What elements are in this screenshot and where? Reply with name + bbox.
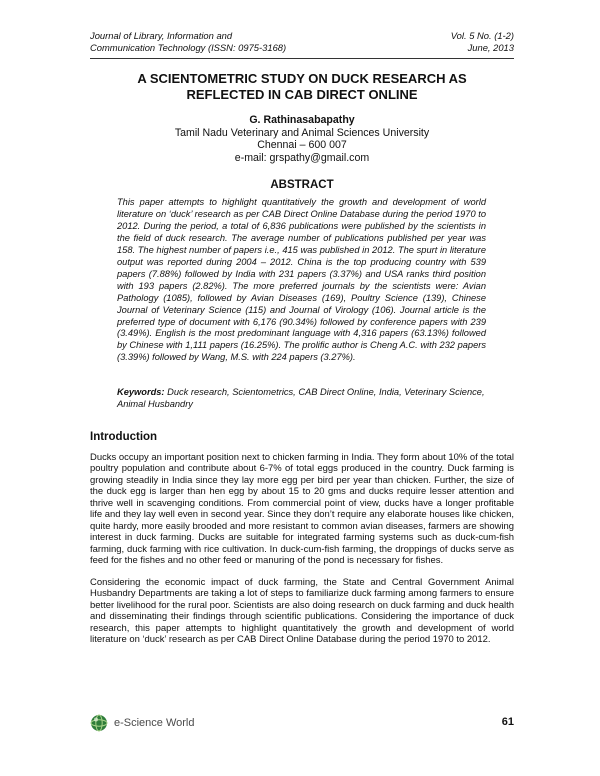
author-name: G. Rathinasabapathy — [249, 114, 355, 126]
abstract-text: This paper attempts to highlight quantitatively the growth and development of world literature on ‘duck’ research as per CAB Direct Online Database during the period 1970 to 2012. During the period, a total of 6,836 publications were published by the scientists in the field of duck research. The average number of publications published per year was 158. The highest number of papers i.e., 415 was published in 2012. The spurt in literature output was reported during 2004 – 2012. China is the top producing country with 539 papers (7.88%) followed by India with 231 papers (3.37%) and USA ranks third position with 193 papers (2.82%). The more preferred journals by the scientists were: Avian Pathology (1085), followed by Avian Diseases (169), Poultry Science (139), Chinese Journal of Veterinary Science (115) and Journal of Virology (106). Journal article is the preferred type of document with 6,176 (90.34%) followed by conference papers with 239 (3.49%). English is the most predominant language with 4,316 papers (63.13%) followed by Chinese with 1,111 papers (16.25%). The prolific author is Cheng A.C. with 232 papers (3.39%) followed by Wang, M.S. with 224 papers (3.27%). — [117, 197, 486, 363]
author-city: Chennai – 600 007 — [257, 139, 347, 151]
keywords-text: Duck research, Scientometrics, CAB Direct Online, India, Veterinary Science, Animal Husbandry — [117, 387, 485, 409]
author-block — [90, 114, 514, 164]
keywords — [117, 387, 486, 411]
issue-info — [451, 30, 514, 54]
header-divider — [90, 58, 514, 59]
keywords-label: Keywords: — [117, 387, 165, 397]
introduction-heading: Introduction — [90, 431, 158, 443]
paper-title-line2: REFLECTED IN CAB DIRECT ONLINE — [186, 87, 418, 102]
introduction-paragraph-2: Considering the economic impact of duck farming, the State and Central Government Animal Husbandry Departments are taking a lot of steps to familiarize duck farming among farmers to ensure better livelihood for the rural poor. Scientists are also doing research on duck farming and duck health and disseminating their findings through scientific publications. Considering the importance of duck research, this paper attempts to highlight quantitatively the growth and development of world literature on ‘duck’ research as per CAB Direct Online Database during the period 1970 to 2012. — [90, 577, 514, 646]
journal-name-line1: Journal of Library, Information and — [90, 30, 233, 41]
paper-title-line1: A SCIENTOMETRIC STUDY ON DUCK RESEARCH AS — [137, 71, 467, 86]
paper-title — [90, 71, 514, 103]
journal-name-line2: Communication Technology (ISSN: 0975-3168) — [90, 42, 287, 53]
volume-issue: Vol. 5 No. (1-2) — [450, 30, 514, 41]
author-email: e-mail: grspathy@gmail.com — [234, 151, 370, 164]
page-footer — [90, 711, 514, 735]
abstract-heading: ABSTRACT — [270, 179, 334, 191]
issue-date: June, 2013 — [467, 42, 514, 53]
globe-icon — [90, 714, 108, 732]
publisher-brand: e-Science World — [114, 717, 195, 729]
author-affiliation: Tamil Nadu Veterinary and Animal Sciences University — [174, 126, 430, 139]
introduction-paragraph-1: Ducks occupy an important position next to chicken farming in India. They form about 10% of the total poultry population and contribute about 6-7% of total eggs produced in the country. Duck farming is growing steadily in India since they lay more egg per bird per year than chicken. Further, the size of the duck egg is larger than hen egg by about 15 to 20 gms and ducks require lesser attention and thrive well in scavenging conditions. From commercial point of view, ducks have a longer profitable life and they lay well even in second year. Since they don’t require any elaborate houses like chicken, quite hardy, more easily brooded and more resistant to common avian diseases, farmers are showing interest in duck farming. Ducks are suitable for integrated farming systems such as duck-cum-fish farming, duck farming with rice cultivation. In duck-cum-fish farming, the droppings of ducks serve as feed for the fishes and no other feed or manuring of the pond is necessary for fishes. — [90, 452, 514, 567]
page-number: 61 — [501, 716, 514, 728]
journal-name — [90, 30, 286, 54]
